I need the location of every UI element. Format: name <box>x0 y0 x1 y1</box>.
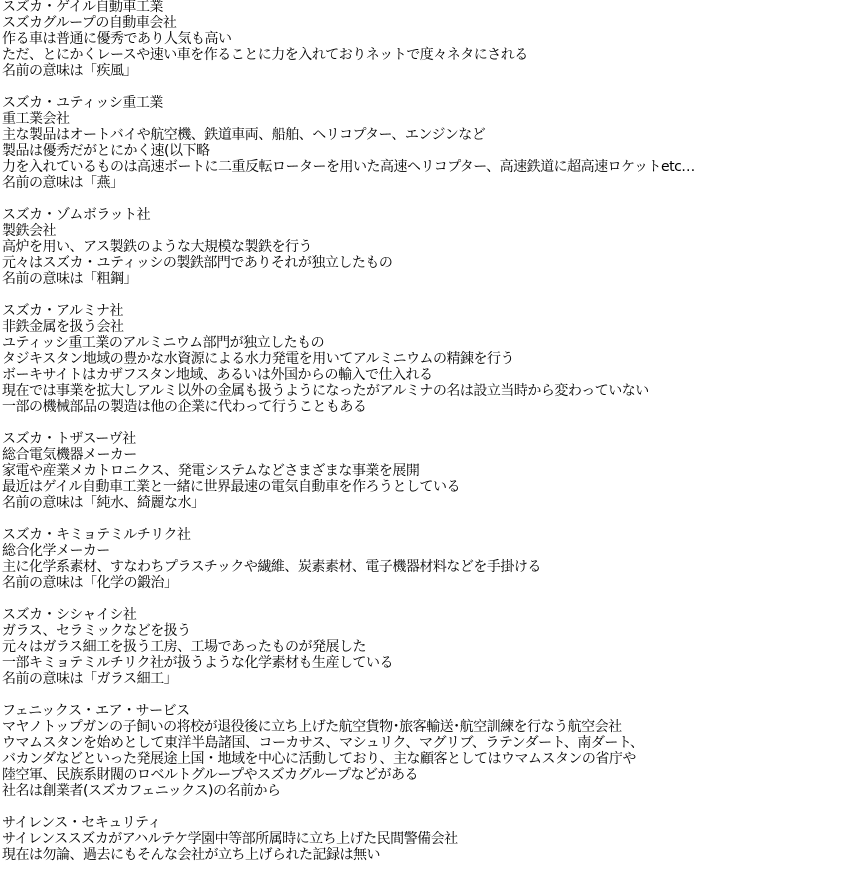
company-name: フェニックス・エア・サービス <box>2 703 190 719</box>
description-line: 社名は創業者(スズカフェニックス)の名前から <box>2 783 281 799</box>
description-line: 高炉を用い、アス製鉄のような大規模な製鉄を行う <box>2 239 312 255</box>
description-line: 陸空軍、民族系財閥のロベルトグループやスズカグループなどがある <box>2 767 418 783</box>
description-line: 力を入れているものは高速ボートに二重反転ローターを用いた高速ヘリコプター、高速鉄道に超高速ロケットetc… <box>2 159 695 175</box>
description-line: 名前の意味は「燕」 <box>2 175 124 191</box>
company-entry <box>2 207 853 287</box>
description-line: 名前の意味は「ガラス細工」 <box>2 671 178 687</box>
description-line: ガラス、セラミックなどを扱う <box>2 623 191 639</box>
company-entry <box>2 303 853 415</box>
description-line: 元々はスズカ・ユティッシの製鉄部門でありそれが独立したもの <box>2 255 393 271</box>
company-entry <box>2 95 853 191</box>
description-line: ボーキサイトはカザフスタン地域、あるいは外国からの輸入で仕入れる <box>2 367 433 383</box>
description-line: 現在は勿論、過去にもそんな会社が立ち上げられた記録は無い <box>2 847 380 863</box>
description-line: 名前の意味は「純水、綺麗な水」 <box>2 495 205 511</box>
company-entry <box>2 607 853 687</box>
description-line: 作る車は普通に優秀であり人気も高い <box>2 31 232 47</box>
description-line: ユティッシ重工業のアルミニウム部門が独立したもの <box>2 335 325 351</box>
description-line: 主に化学系素材、すなわちプラスチックや繊維、炭素素材、電子機器材料などを手掛ける <box>2 559 541 575</box>
description-line: 一部キミョテミルチリク社が扱うような化学素材も生産している <box>2 655 393 671</box>
company-name: スズカ・アルミナ社 <box>2 303 123 319</box>
description-line: 製鉄会社 <box>2 223 56 239</box>
description-line: 一部の機械部品の製造は他の企業に代わって行うこともある <box>2 399 367 415</box>
description-line: ウマムスタンを始めとして東洋半島諸国、コーカサス、マシュリク、マグリブ、ラテンダート、南ダート、 <box>2 735 644 751</box>
description-line: タジキスタン地域の豊かな水資源による水力発電を用いてアルミニウムの精錬を行う <box>2 351 515 367</box>
description-line: 最近はゲイル自動車工業と一緒に世界最速の電気自動車を作ろうとしている <box>2 479 461 495</box>
description-line: 総合電気機器メーカー <box>2 447 137 463</box>
description-line: ただ、とにかくレースや速い車を作ることに力を入れておりネットで度々ネタにされる <box>2 47 528 63</box>
company-name: スズカ・ユティッシ重工業 <box>2 95 163 111</box>
company-entry <box>2 703 853 799</box>
document-body <box>2 0 853 879</box>
company-name: サイレンス・セキュリティ <box>2 815 161 831</box>
company-entry <box>2 431 853 511</box>
company-entry <box>2 0 853 79</box>
description-line: 元々はガラス細工を扱う工房、工場であったものが発展した <box>2 639 366 655</box>
company-name: スズカ・ゾムボラット社 <box>2 207 151 223</box>
company-name: スズカ・シシャイシ社 <box>2 607 137 623</box>
description-line: 主な製品はオートバイや航空機、鉄道車両、船舶、ヘリコプター、エンジンなど <box>2 127 486 143</box>
description-line: マヤノトップガンの子飼いの将校が退役後に立ち上げた航空貨物･旅客輸送･航空訓練を行なう航空会社 <box>2 719 622 735</box>
company-entry <box>2 815 853 863</box>
description-line: スズカグループの自動車会社 <box>2 15 177 31</box>
description-line: 総合化学メーカー <box>2 543 110 559</box>
description-line: サイレンススズカがアハルテケ学園中等部所属時に立ち上げた民間警備会社 <box>2 831 458 847</box>
description-line: 名前の意味は「粗鋼」 <box>2 271 137 287</box>
description-line: 名前の意味は「疾風」 <box>2 63 137 79</box>
description-line: 重工業会社 <box>2 111 70 127</box>
description-line: 名前の意味は「化学の鍛治」 <box>2 575 178 591</box>
description-line: 製品は優秀だがとにかく速(以下略 <box>2 143 210 159</box>
company-name: スズカ・キミョテミルチリク社 <box>2 527 191 543</box>
company-name: スズカ・トザスーヴ社 <box>2 431 136 447</box>
company-name: スズカ・ゲイル自動車工業 <box>2 0 164 15</box>
description-line: 家電や産業メカトロニクス、発電システムなどさまざまな事業を展開 <box>2 463 420 479</box>
description-line: 非鉄金属を扱う会社 <box>2 319 124 335</box>
description-line: バカンダなどといった発展途上国・地域を中心に活動しており、主な顧客としてはウマムスタンの省庁や <box>2 751 636 767</box>
company-entry <box>2 527 853 591</box>
description-line: 現在では事業を拡大しアルミ以外の金属も扱うようになったがアルミナの名は設立当時から変わっていない <box>2 383 649 399</box>
